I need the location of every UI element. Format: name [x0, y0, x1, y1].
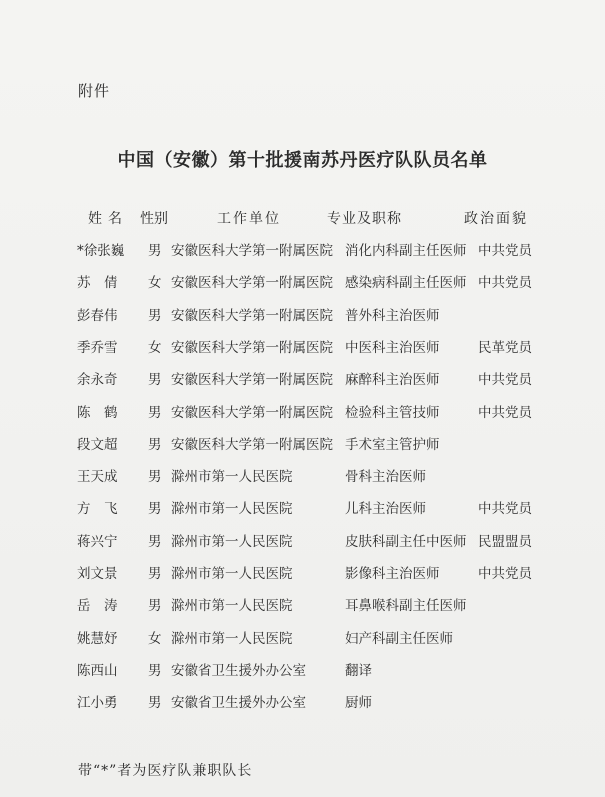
member-name: 刘文景: [77, 566, 118, 582]
member-gender: 男: [148, 598, 162, 615]
table-row: [0, 530, 605, 550]
member-gender: 男: [148, 566, 162, 582]
member-unit: 安徽医科大学第一附属医院: [171, 307, 333, 324]
member-name: 彭春伟: [77, 307, 118, 324]
table-row: [0, 304, 605, 324]
table-row: [0, 659, 605, 679]
table-row: [0, 401, 605, 421]
member-unit: 滁州市第一人民医院: [171, 501, 293, 518]
member-title: 麻醉科主治医师: [345, 372, 440, 389]
table-row: [0, 433, 605, 453]
member-gender: 男: [148, 533, 162, 550]
member-party: 中共党员: [478, 372, 532, 389]
document-title: 中国（安徽）第十批援南苏丹医疗队队员名单: [117, 150, 488, 171]
member-gender: 男: [148, 436, 162, 453]
member-name: 季乔雪: [77, 339, 118, 356]
member-gender: 男: [148, 243, 162, 259]
member-title: 普外科主治医师: [345, 307, 440, 324]
table-row: [0, 594, 605, 614]
table-row: [0, 497, 605, 517]
member-name: 王天成: [77, 469, 118, 486]
member-unit: 安徽省卫生援外办公室: [171, 662, 306, 679]
member-name: 蒋兴宁: [77, 533, 118, 550]
member-title: 儿科主治医师: [345, 501, 426, 518]
member-party: 中共党员: [478, 566, 532, 582]
member-party: 民革党员: [478, 339, 532, 356]
member-party: 中共党员: [478, 501, 532, 518]
member-unit: 安徽医科大学第一附属医院: [171, 436, 333, 453]
table-row: [0, 627, 605, 647]
member-unit: 安徽医科大学第一附属医院: [171, 339, 333, 356]
member-unit: 安徽省卫生援外办公室: [171, 695, 306, 712]
member-title: 感染病科副主任医师: [345, 275, 467, 292]
member-title: 检验科主管技师: [345, 404, 440, 421]
table-row: [0, 271, 605, 291]
table-row: [0, 465, 605, 485]
member-title: 翻译: [345, 662, 372, 679]
member-name: 段文超: [77, 436, 118, 453]
member-gender: 男: [148, 501, 162, 518]
header-unit: 工作单位: [217, 211, 281, 227]
member-name: 余永奇: [77, 372, 118, 389]
member-title: 皮肤科副主任中医师: [345, 533, 467, 550]
member-name: 方 飞: [77, 501, 118, 518]
member-gender: 女: [148, 339, 162, 356]
table-row: [0, 336, 605, 356]
header-name: 姓名: [88, 211, 128, 227]
member-title: 妇产科副主任医师: [345, 630, 453, 647]
attachment-label: 附件: [78, 82, 111, 100]
member-title: 手术室主管护师: [345, 436, 440, 453]
member-title: 厨师: [345, 695, 372, 712]
member-title: 影像科主治医师: [345, 566, 440, 582]
member-party: 中共党员: [478, 243, 532, 259]
member-gender: 女: [148, 630, 162, 647]
table-row: [0, 368, 605, 388]
member-name: 陈 鹤: [77, 404, 118, 421]
table-row: [0, 239, 605, 259]
member-title: 中医科主治医师: [345, 339, 440, 356]
member-name: *徐张巍: [77, 243, 125, 259]
member-party: 民盟盟员: [478, 533, 532, 550]
member-name: 岳 涛: [77, 598, 118, 615]
member-party: 中共党员: [478, 404, 532, 421]
header-title: 专业及职称: [327, 211, 402, 227]
member-title: 耳鼻喉科副主任医师: [345, 598, 467, 615]
member-gender: 男: [148, 469, 162, 486]
member-name: 苏 倩: [77, 275, 118, 292]
member-title: 骨科主治医师: [345, 469, 426, 486]
member-unit: 安徽医科大学第一附属医院: [171, 372, 333, 389]
member-gender: 女: [148, 275, 162, 292]
member-unit: 滁州市第一人民医院: [171, 566, 293, 582]
table-row: [0, 691, 605, 711]
member-name: 江小勇: [77, 695, 118, 712]
table-header: [0, 208, 605, 228]
member-unit: 滁州市第一人民医院: [171, 469, 293, 486]
member-unit: 滁州市第一人民医院: [171, 598, 293, 615]
member-unit: 滁州市第一人民医院: [171, 630, 293, 647]
member-gender: 男: [148, 695, 162, 712]
member-gender: 男: [148, 404, 162, 421]
member-party: 中共党员: [478, 275, 532, 292]
member-title: 消化内科副主任医师: [345, 243, 467, 259]
member-gender: 男: [148, 307, 162, 324]
footnote: 带“*”者为医疗队兼职队长: [78, 763, 253, 779]
header-gender: 性别: [140, 211, 168, 227]
member-gender: 男: [148, 372, 162, 389]
member-unit: 滁州市第一人民医院: [171, 533, 293, 550]
header-party: 政治面貌: [464, 211, 528, 227]
member-unit: 安徽医科大学第一附属医院: [171, 275, 333, 292]
member-gender: 男: [148, 662, 162, 679]
table-row: [0, 562, 605, 582]
member-name: 陈西山: [77, 662, 118, 679]
member-unit: 安徽医科大学第一附属医院: [171, 243, 333, 259]
member-unit: 安徽医科大学第一附属医院: [171, 404, 333, 421]
member-name: 姚慧妤: [77, 630, 118, 647]
